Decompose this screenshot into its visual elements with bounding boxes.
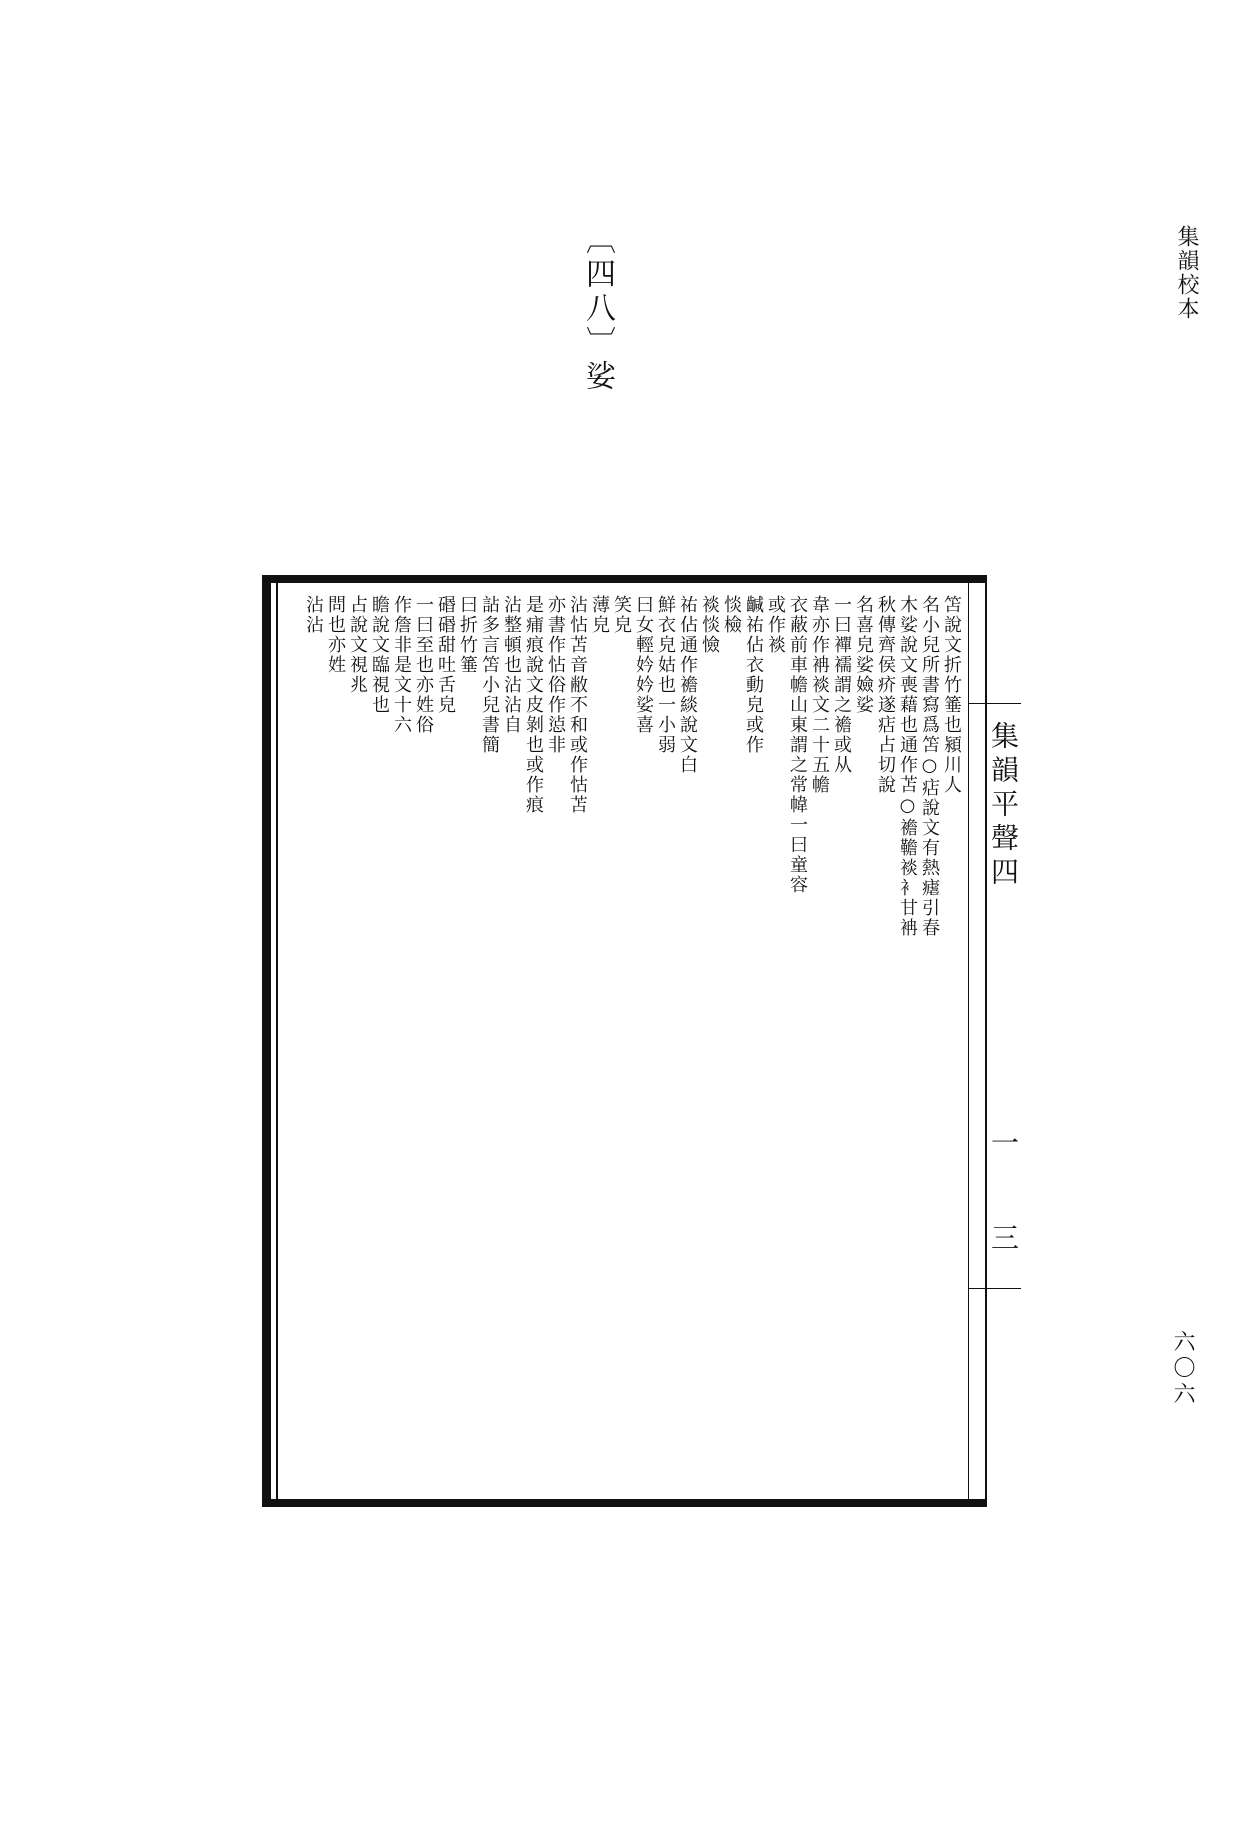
text-column: 薄皃 (589, 595, 610, 635)
text-column: 木娑說文喪藉也通作苫○襜韂裧衤甘袡 (897, 595, 918, 938)
text-columns (282, 595, 962, 1495)
fishtail-mark: 一 (987, 1128, 1020, 1156)
fishtail-title: 集韻平聲四 (987, 721, 1020, 891)
fishtail-mark: 三 (987, 1223, 1020, 1251)
text-column: 名小兒所書寫爲笘○痁說文有熱瘧引春 (919, 595, 940, 938)
text-column: 瞻說文臨視也 (369, 595, 390, 715)
text-column: 韋亦作袡裧文二十五幨 (809, 595, 830, 795)
text-column: 惔檢 (721, 595, 742, 635)
text-column: 笑皃 (611, 595, 632, 635)
text-column: 問也亦姓 (325, 595, 346, 675)
text-column: 一曰襌襦謂之襜或从 (831, 595, 852, 775)
text-column: 曰女輕妗妗娑喜 (633, 595, 654, 735)
text-column: 䃉䃉甜吐舌皃 (435, 595, 456, 715)
fishtail-rule-bottom (969, 1288, 1021, 1289)
text-column: 沾整頓也沾沾自 (501, 595, 522, 735)
text-column: 作詹非是文十六 (391, 595, 412, 735)
fishtail-column (968, 583, 1021, 1499)
text-column: 一曰至也亦姓俗 (413, 595, 434, 735)
text-column: 名喜皃娑嬐娑 (853, 595, 874, 715)
text-column: 占說文視兆 (347, 595, 368, 695)
text-column: 沾怗苫音敝不和或作怙苫 (567, 595, 588, 815)
text-column: 詀多言笘小兒書簡 (479, 595, 500, 755)
text-column: 是痡痕說文皮剝也或作痕 (523, 595, 544, 815)
series-title: 集韻校本 (1174, 225, 1199, 321)
text-column: 裧惔憸 (699, 595, 720, 655)
text-column: 䶢祐佔衣動皃或作 (743, 595, 764, 755)
page-number: 六〇六 (1170, 1330, 1195, 1408)
text-column: 秋傳齊侯疥遂痁占切說 (875, 595, 896, 795)
fishtail-rule-top (969, 703, 1021, 704)
text-column: 笘說文折竹箠也潁川人 (941, 595, 962, 795)
inner-rule (276, 583, 278, 1499)
text-column: 曰折竹箠 (457, 595, 478, 675)
text-column: 亦書作怗俗作惉非 (545, 595, 566, 755)
text-column: 或作裧 (765, 595, 786, 655)
handwritten-annotation: 〔四八〕娑 (580, 224, 615, 394)
text-column: 沾沾 (303, 595, 324, 635)
text-column: 鮮衣皃姑也一小弱 (655, 595, 676, 755)
text-column: 衣蔽前車幨山東謂之常幃一曰童容 (787, 595, 808, 895)
text-column: 祐佔通作襜緂說文白 (677, 595, 698, 775)
